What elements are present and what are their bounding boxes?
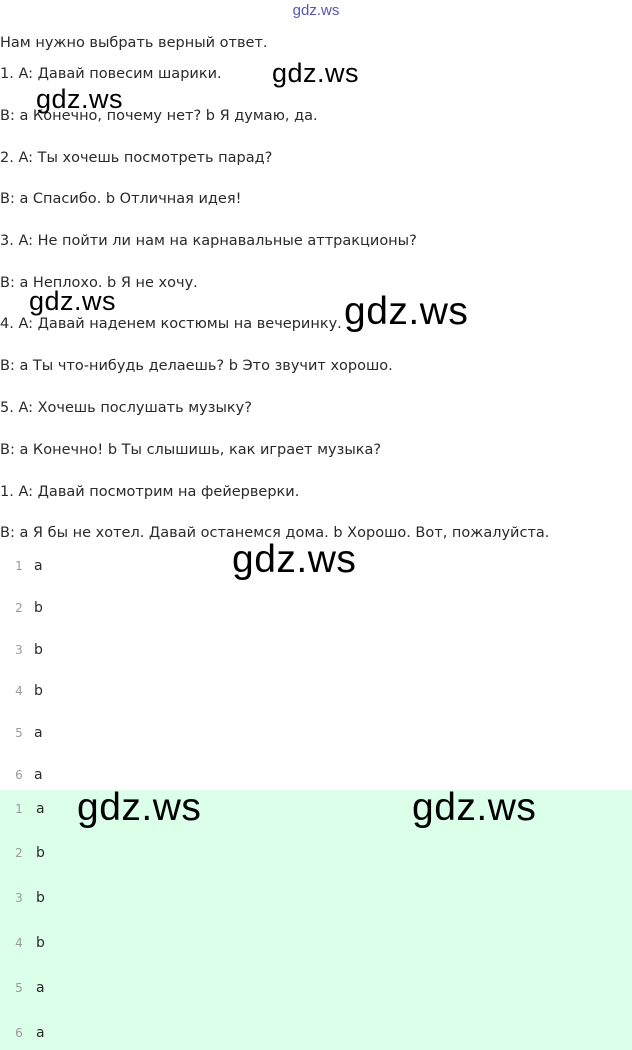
- answer-number: 3: [15, 643, 23, 657]
- dialogue-line-6b: B: a Я бы не хотел. Давай останемся дома. b Хорошо. Вот, пожалуйста.: [0, 525, 550, 541]
- dialogue-line-6a: 1. A: Давай посмотрим на фейерверки.: [0, 484, 300, 500]
- answer-number: 6: [15, 768, 23, 782]
- answer-value: a: [36, 801, 45, 817]
- answer-number: 4: [15, 936, 23, 950]
- answer-value: a: [34, 725, 43, 741]
- header-watermark: gdz.ws: [292, 2, 340, 19]
- answer-value: b: [36, 935, 45, 951]
- answer-number: 1: [15, 802, 23, 816]
- answer-number: 5: [15, 726, 23, 740]
- answer-value: a: [36, 1025, 45, 1041]
- answer-number: 2: [15, 846, 23, 860]
- dialogue-line-3b: B: a Неплохо. b Я не хочу.: [0, 275, 198, 291]
- dialogue-line-4a: 4. A: Давай наденем костюмы на вечеринку.: [0, 316, 342, 332]
- watermark: gdz.ws: [77, 786, 202, 829]
- watermark: gdz.ws: [36, 84, 124, 114]
- dialogue-line-1b: B: a Конечно, почему нет? b Я думаю, да.: [0, 108, 318, 124]
- answer-value: b: [34, 642, 43, 658]
- answer-number: 1: [15, 559, 23, 573]
- answer-value: a: [34, 558, 43, 574]
- answer-number: 5: [15, 981, 23, 995]
- answer-number: 3: [15, 891, 23, 905]
- dialogue-line-5a: 5. A: Хочешь послушать музыку?: [0, 400, 252, 416]
- answer-value: b: [36, 890, 45, 906]
- answer-value: b: [34, 683, 43, 699]
- dialogue-line-2b: B: a Спасибо. b Отличная идея!: [0, 191, 242, 207]
- watermark: gdz.ws: [412, 786, 537, 829]
- watermark: gdz.ws: [232, 538, 357, 581]
- answer-number: 4: [15, 684, 23, 698]
- answer-number: 2: [15, 601, 23, 615]
- answer-value: a: [36, 980, 45, 996]
- dialogue-line-1a: 1. A: Давай повесим шарики.: [0, 66, 222, 82]
- answer-number: 6: [15, 1026, 23, 1040]
- watermark: gdz.ws: [272, 58, 360, 88]
- answer-value: b: [36, 845, 45, 861]
- intro-text: Нам нужно выбрать верный ответ.: [0, 35, 268, 51]
- answer-value: a: [34, 767, 43, 783]
- watermark: gdz.ws: [344, 290, 469, 333]
- watermark: gdz.ws: [29, 286, 117, 316]
- dialogue-line-4b: B: a Ты что-нибудь делаешь? b Это звучит хорошо.: [0, 358, 393, 374]
- answer-value: b: [34, 600, 43, 616]
- dialogue-line-5b: B: a Конечно! b Ты слышишь, как играет музыка?: [0, 442, 382, 458]
- dialogue-line-2a: 2. A: Ты хочешь посмотреть парад?: [0, 150, 273, 166]
- dialogue-line-3a: 3. A: Не пойти ли нам на карнавальные аттракционы?: [0, 233, 417, 249]
